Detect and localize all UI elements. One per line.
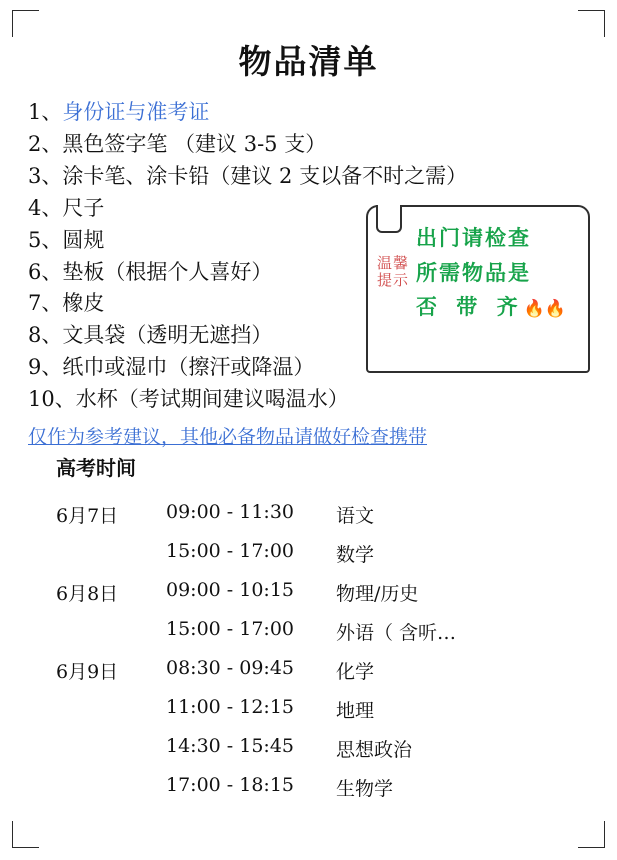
list-item-number: 2、 <box>28 131 63 156</box>
flame-icon: 🔥🔥 <box>523 299 566 320</box>
schedule-time: 15:00 - 17:00 <box>166 540 295 562</box>
list-item-label: 文具袋（透明无遮挡） <box>62 323 273 348</box>
list-item-label: 涂卡笔、涂卡铅（建议 2 支以备不时之需） <box>62 163 468 188</box>
schedule-time: 08:30 - 09:45 <box>166 657 295 679</box>
schedule-subject: 物理/历史 <box>336 583 419 605</box>
schedule-time: 14:30 - 15:45 <box>166 735 295 757</box>
tip-line-2: 所需物品是 <box>416 260 531 285</box>
tip-line-3: 否 带 齐🔥🔥 <box>416 295 566 320</box>
schedule-subject: 化学 <box>336 661 375 683</box>
list-item-label: 纸巾或湿巾（擦汗或降温） <box>62 355 315 380</box>
list-item-label: 水杯（考试期间建议喝温水） <box>75 387 349 412</box>
schedule-time: 11:00 - 12:15 <box>166 696 295 718</box>
table-row <box>56 729 536 768</box>
tip-vertical-label: 温馨提示 <box>376 254 409 289</box>
tip-message <box>416 221 588 325</box>
schedule-subject: 数学 <box>336 544 375 566</box>
schedule-date: 6月8日 <box>56 583 119 605</box>
clip-icon <box>376 205 402 233</box>
list-item-label: 橡皮 <box>62 291 105 316</box>
list-item-number: 3、 <box>28 163 63 188</box>
list-item-label: 垫板（根据个人喜好） <box>62 259 273 284</box>
table-row <box>56 495 536 534</box>
list-item-label: 圆规 <box>62 227 105 252</box>
tip-card <box>366 205 590 373</box>
list-item-number: 6、 <box>28 259 63 284</box>
list-item <box>28 129 617 161</box>
table-row <box>56 573 536 612</box>
schedule-time: 15:00 - 17:00 <box>166 618 295 640</box>
list-item-number: 4、 <box>28 195 63 220</box>
schedule-table <box>56 495 536 807</box>
list-item <box>28 161 617 193</box>
schedule-date <box>56 612 166 651</box>
table-row <box>56 534 536 573</box>
schedule-subject: 生物学 <box>336 778 394 800</box>
schedule-date: 6月9日 <box>56 661 119 683</box>
schedule-heading: 高考时间 <box>56 456 136 480</box>
list-item-label: 黑色签字笔 （建议 3-5 支） <box>62 131 327 156</box>
list-item-number: 9、 <box>28 355 63 380</box>
list-item-number: 10、 <box>28 387 76 412</box>
list-item-number: 8、 <box>28 323 63 348</box>
list-item <box>28 384 617 416</box>
schedule-date <box>56 690 166 729</box>
schedule-time: 17:00 - 18:15 <box>166 774 295 796</box>
schedule-time: 09:00 - 10:15 <box>166 579 295 601</box>
table-row <box>56 651 536 690</box>
table-row <box>56 612 536 651</box>
schedule-date <box>56 534 166 573</box>
exam-schedule <box>56 452 576 807</box>
tip-line-1: 出门请检查 <box>416 226 531 250</box>
checklist-footnote: 仅作为参考建议，其他必备物品请做好检查携带 <box>28 426 428 449</box>
schedule-subject: 语文 <box>336 505 375 527</box>
schedule-subject: 思想政治 <box>336 739 413 761</box>
list-item-number: 5、 <box>28 227 63 252</box>
schedule-date <box>56 729 166 768</box>
list-item-number: 7、 <box>28 291 63 316</box>
schedule-subject: 外语（ 含听… <box>336 622 457 644</box>
list-item-number: 1、 <box>28 100 63 124</box>
schedule-subject: 地理 <box>336 700 375 722</box>
list-item-label: 身份证与准考证 <box>62 100 210 124</box>
table-row <box>56 690 536 729</box>
schedule-date <box>56 768 166 807</box>
table-row <box>56 768 536 807</box>
schedule-time: 09:00 - 11:30 <box>166 501 295 523</box>
list-item-label: 尺子 <box>62 195 105 220</box>
list-item <box>28 97 617 129</box>
schedule-date: 6月7日 <box>56 505 119 527</box>
page-title: 物品清单 <box>238 42 379 81</box>
